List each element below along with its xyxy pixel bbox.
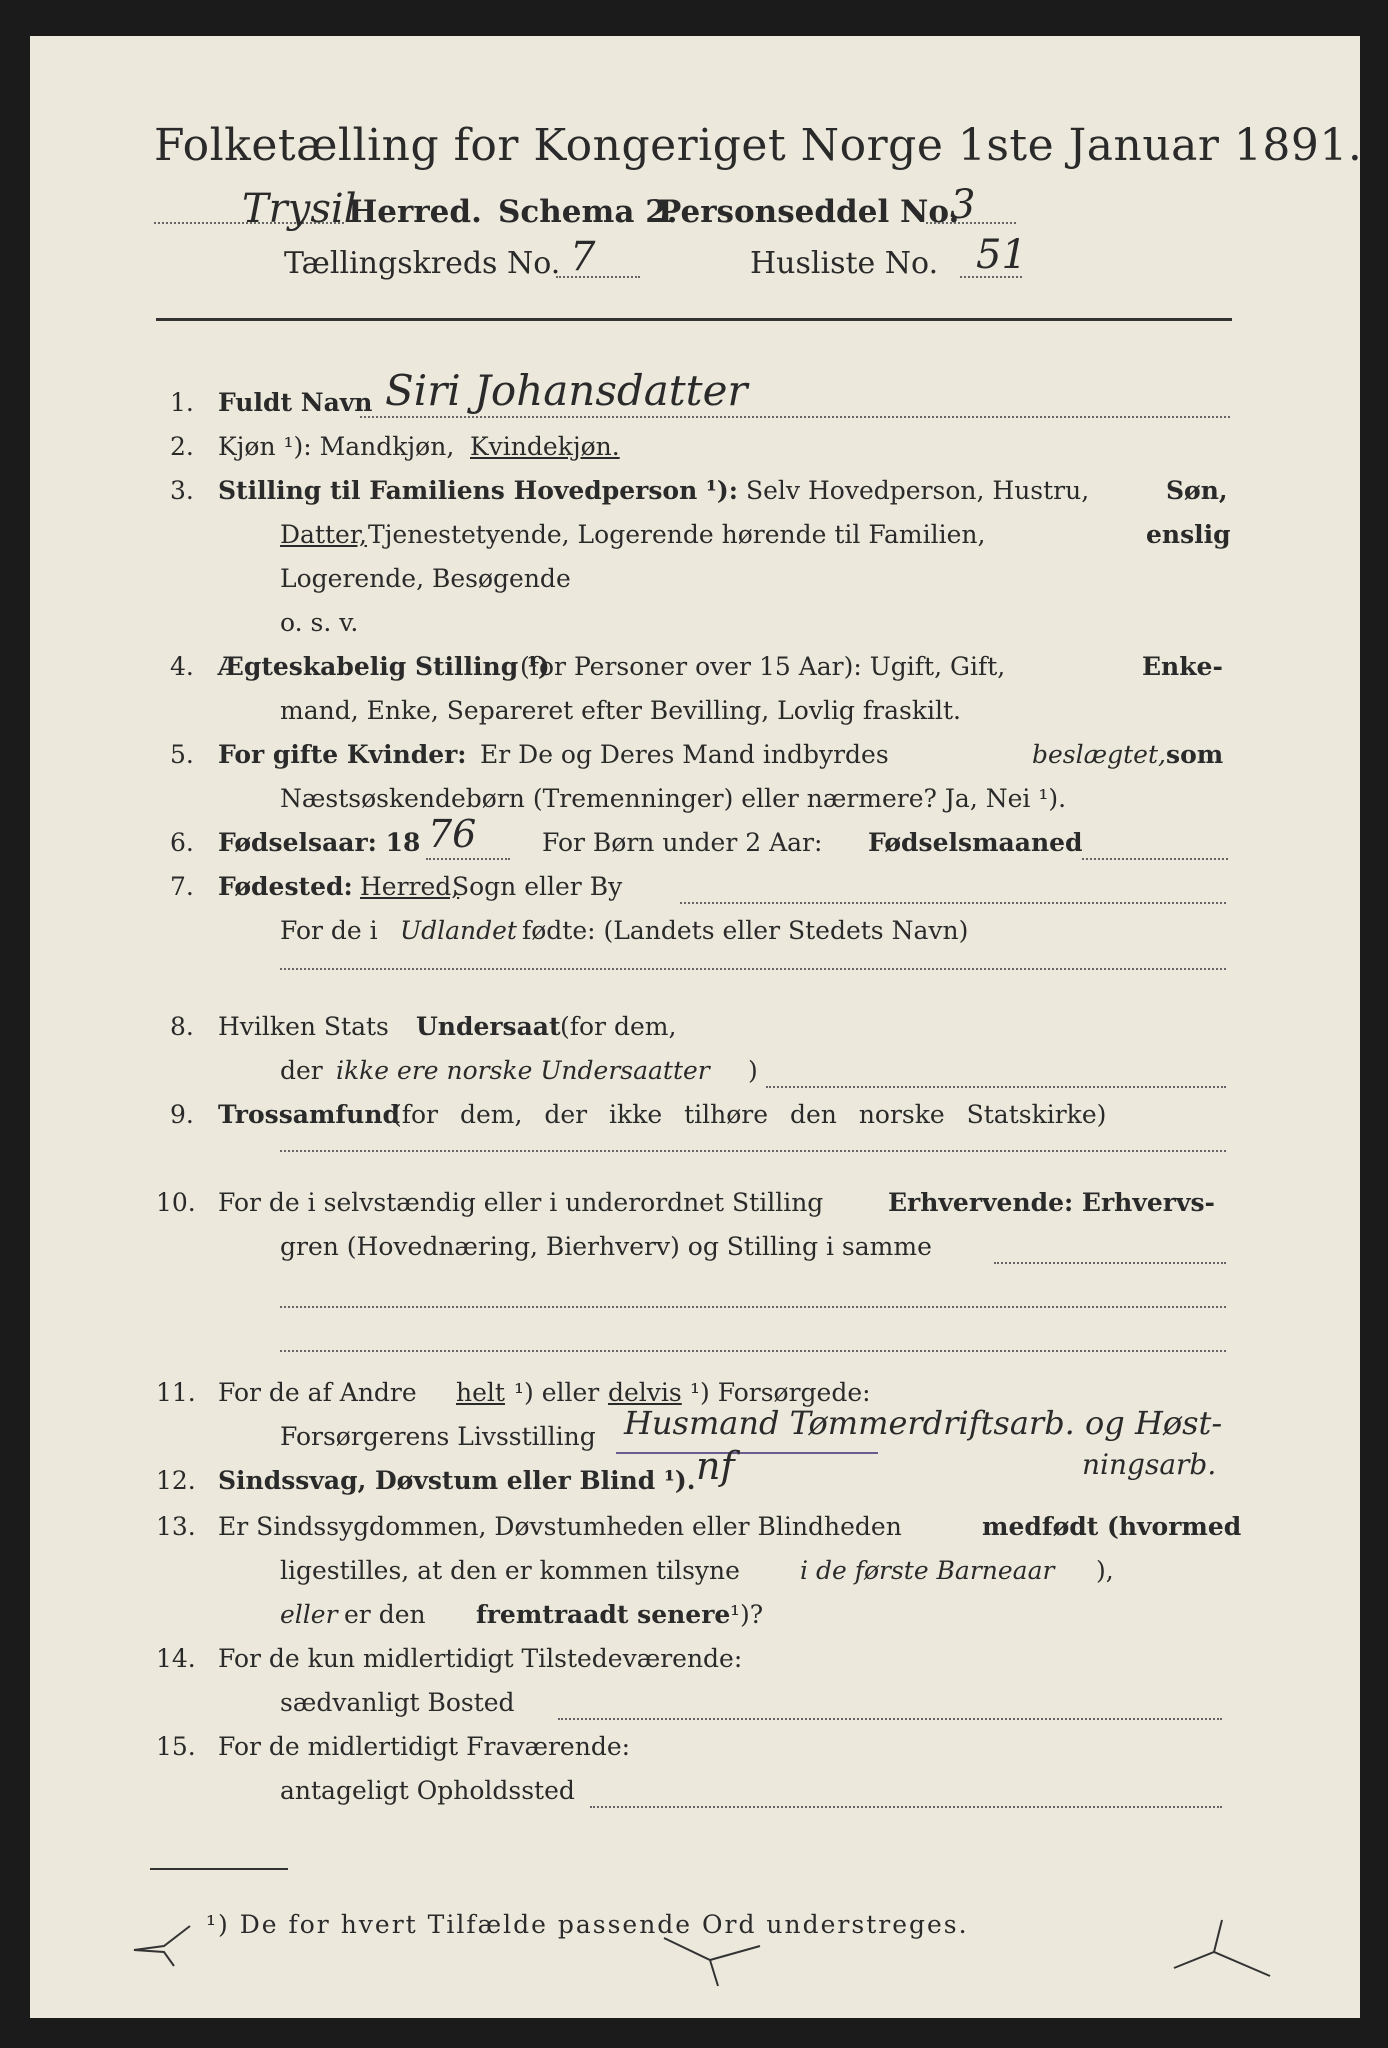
- herred-label: Herred.: [348, 194, 482, 230]
- item-12-number: 12.: [156, 1466, 196, 1495]
- item-10-label-b: Erhvervende: Erhvervs-: [888, 1188, 1215, 1217]
- full-name-line: [360, 416, 1230, 418]
- husliste-line: [960, 276, 1022, 278]
- item-6-number: 6.: [170, 828, 194, 857]
- item-5-question-b: Næstsøskendebørn (Tremenninger) eller nærmere? Ja, Nei ¹).: [280, 784, 1067, 813]
- footnote-rule: [150, 1868, 288, 1870]
- item-6-birth-month: Fødselsmaaned: [868, 828, 1083, 857]
- item-8-label-c: (for dem,: [560, 1012, 677, 1041]
- registration-mark-left: [130, 1922, 200, 1972]
- item-8-line2-b: ikke ere norske Undersaatter: [336, 1056, 710, 1085]
- item-3-selected: Datter,: [280, 520, 367, 549]
- occupation-line-1: [994, 1262, 1226, 1264]
- item-3-number: 3.: [170, 476, 194, 505]
- item-8-label-b: Undersaat: [416, 1012, 561, 1041]
- item-1-number: 1.: [170, 388, 194, 417]
- schema-label: Schema 2.: [498, 194, 678, 230]
- form-title: Folketælling for Kongeriget Norge 1ste Januar 1891.: [154, 120, 1363, 171]
- residence-line: [558, 1718, 1222, 1720]
- item-15-label: For de midlertidigt Fraværende:: [218, 1732, 631, 1761]
- stay-line: [590, 1806, 1222, 1808]
- item-13-line2-c: ),: [1096, 1556, 1114, 1585]
- item-3-options-b: Tjenestetyende, Logerende hørende til Familien,: [368, 520, 986, 549]
- header-rule: [156, 318, 1232, 321]
- registration-mark-right: [1170, 1912, 1280, 1982]
- item-9-label: Trossamfund: [218, 1100, 401, 1129]
- birth-year-line: [426, 858, 510, 860]
- item-7-selected: Herred,: [360, 872, 460, 901]
- item-7-number: 7.: [170, 872, 194, 901]
- husliste-label: Husliste No.: [750, 246, 939, 281]
- provider-occupation-value: Husmand Tømmerdriftsarb. og Høst-: [624, 1404, 1223, 1442]
- census-form-sheet: [30, 36, 1363, 2018]
- item-11-delvis: delvis: [608, 1378, 682, 1407]
- item-11-line2: Forsørgerens Livsstilling: [280, 1422, 596, 1451]
- birth-year-value: 76: [428, 812, 477, 856]
- item-1-label: Fuldt Navn: [218, 388, 373, 417]
- item-2-number: 2.: [170, 432, 194, 461]
- item-5-label: For gifte Kvinder:: [218, 740, 467, 769]
- item-3-label: Stilling til Familiens Hovedperson ¹):: [218, 476, 738, 505]
- item-8-line2-a: der: [280, 1056, 323, 1085]
- item-13-line3-c: fremtraadt senere: [476, 1600, 731, 1629]
- kreds-line: [556, 276, 640, 278]
- item-11-label-b: ¹) eller: [514, 1378, 600, 1407]
- birth-month-line: [1082, 858, 1228, 860]
- item-8-line2-c: ): [748, 1056, 758, 1085]
- item-8-number: 8.: [170, 1012, 194, 1041]
- nationality-line: [766, 1086, 1226, 1088]
- item-10-line2: gren (Hovednæring, Bierhverv) og Stilling i samme: [280, 1232, 932, 1261]
- item-13-line3-b: er den: [344, 1600, 426, 1629]
- personseddel-label: Personseddel No.: [658, 194, 960, 230]
- item-3-option-enslig: enslig: [1146, 520, 1231, 549]
- abroad-line: [280, 968, 1226, 970]
- item-3-option-son: Søn,: [1166, 476, 1228, 505]
- item-10-number: 10.: [156, 1188, 196, 1217]
- item-11-label-a: For de af Andre: [218, 1378, 417, 1407]
- item-2-label: Kjøn ¹): Mandkjøn,: [218, 432, 455, 461]
- item-15-line2: antageligt Opholdssted: [280, 1776, 575, 1805]
- occupation-line-2: [280, 1306, 1226, 1308]
- item-5-question: Er De og Deres Mand indbyrdes: [480, 740, 889, 769]
- item-11-helt: helt: [456, 1378, 505, 1407]
- occupation-line-3: [280, 1350, 1226, 1352]
- item-14-number: 14.: [156, 1644, 196, 1673]
- item-7-abroad-c: fødte: (Landets eller Stedets Navn): [522, 916, 969, 945]
- item-9-number: 9.: [170, 1100, 194, 1129]
- item-5-number: 5.: [170, 740, 194, 769]
- item-3-options-c: Logerende, Besøgende: [280, 564, 571, 593]
- item-3-options-a: Selv Hovedperson, Hustru,: [746, 476, 1090, 505]
- item-8-label-a: Hvilken Stats: [218, 1012, 389, 1041]
- item-9-question: (for dem, der ikke tilhøre den norske Statskirke): [392, 1100, 1107, 1129]
- item-7-label: Fødested:: [218, 872, 353, 901]
- personseddel-value: 3: [950, 182, 976, 228]
- item-2-selected: Kvindekjøn.: [470, 432, 620, 461]
- footnote: ¹) De for hvert Tilfælde passende Ord understreges.: [206, 1910, 969, 1939]
- item-5-som: som: [1166, 740, 1224, 769]
- item-10-label-a: For de i selvstændig eller i underordnet Stilling: [218, 1188, 824, 1217]
- item-5-beslaegtet: beslægtet,: [1032, 740, 1166, 769]
- full-name-value: Siri Johansdatter: [385, 366, 748, 415]
- item-7-options: Sogn eller By: [452, 872, 623, 901]
- item-13-line3-d: ¹)?: [730, 1600, 764, 1629]
- item-12-label: Sindssvag, Døvstum eller Blind ¹).: [218, 1466, 696, 1495]
- item-14-line2: sædvanligt Bosted: [280, 1688, 515, 1717]
- item-13-line2-a: ligestilles, at den er kommen tilsyne: [280, 1556, 740, 1585]
- husliste-value: 51: [976, 232, 1027, 278]
- item-15-number: 15.: [156, 1732, 196, 1761]
- provider-occupation-value-cont: ningsarb.: [1082, 1448, 1217, 1481]
- registration-mark-center: [660, 1932, 770, 1992]
- item-11-number: 11.: [156, 1378, 196, 1407]
- item-14-label: For de kun midlertidigt Tilstedeværende:: [218, 1644, 743, 1673]
- item-13-line3-a: eller: [280, 1600, 338, 1629]
- item-7-abroad-b: Udlandet: [400, 916, 517, 945]
- item-4-number: 4.: [170, 652, 194, 681]
- herred-value: Trysil: [242, 186, 357, 232]
- item-3-osv: o. s. v.: [280, 608, 359, 637]
- item-13-line2-b: i de første Barneaar: [800, 1556, 1055, 1585]
- item-4-label: Ægteskabelig Stilling ¹): [218, 652, 550, 681]
- religion-line: [280, 1150, 1226, 1152]
- item-4-options-a: (for Personer over 15 Aar): Ugift, Gift,: [520, 652, 1006, 681]
- item-11-label-c: ¹) Forsørgede:: [690, 1378, 871, 1407]
- item-6-label: Fødselsaar: 18: [218, 828, 421, 857]
- item-13-label-b: medfødt (hvormed: [982, 1512, 1242, 1541]
- item-4-option-enke: Enke-: [1142, 652, 1223, 681]
- item-12-value: nf: [696, 1444, 735, 1488]
- kreds-label: Tællingskreds No.: [284, 246, 561, 281]
- item-6-children: For Børn under 2 Aar:: [542, 828, 823, 857]
- item-4-options-b: mand, Enke, Separeret efter Bevilling, Lovlig fraskilt.: [280, 696, 961, 725]
- item-13-number: 13.: [156, 1512, 196, 1541]
- birthplace-line: [680, 902, 1226, 904]
- item-13-label-a: Er Sindssygdommen, Døvstumheden eller Blindheden: [218, 1512, 902, 1541]
- kreds-value: 7: [570, 234, 596, 280]
- provider-underline: [616, 1452, 878, 1454]
- item-7-abroad-a: For de i: [280, 916, 378, 945]
